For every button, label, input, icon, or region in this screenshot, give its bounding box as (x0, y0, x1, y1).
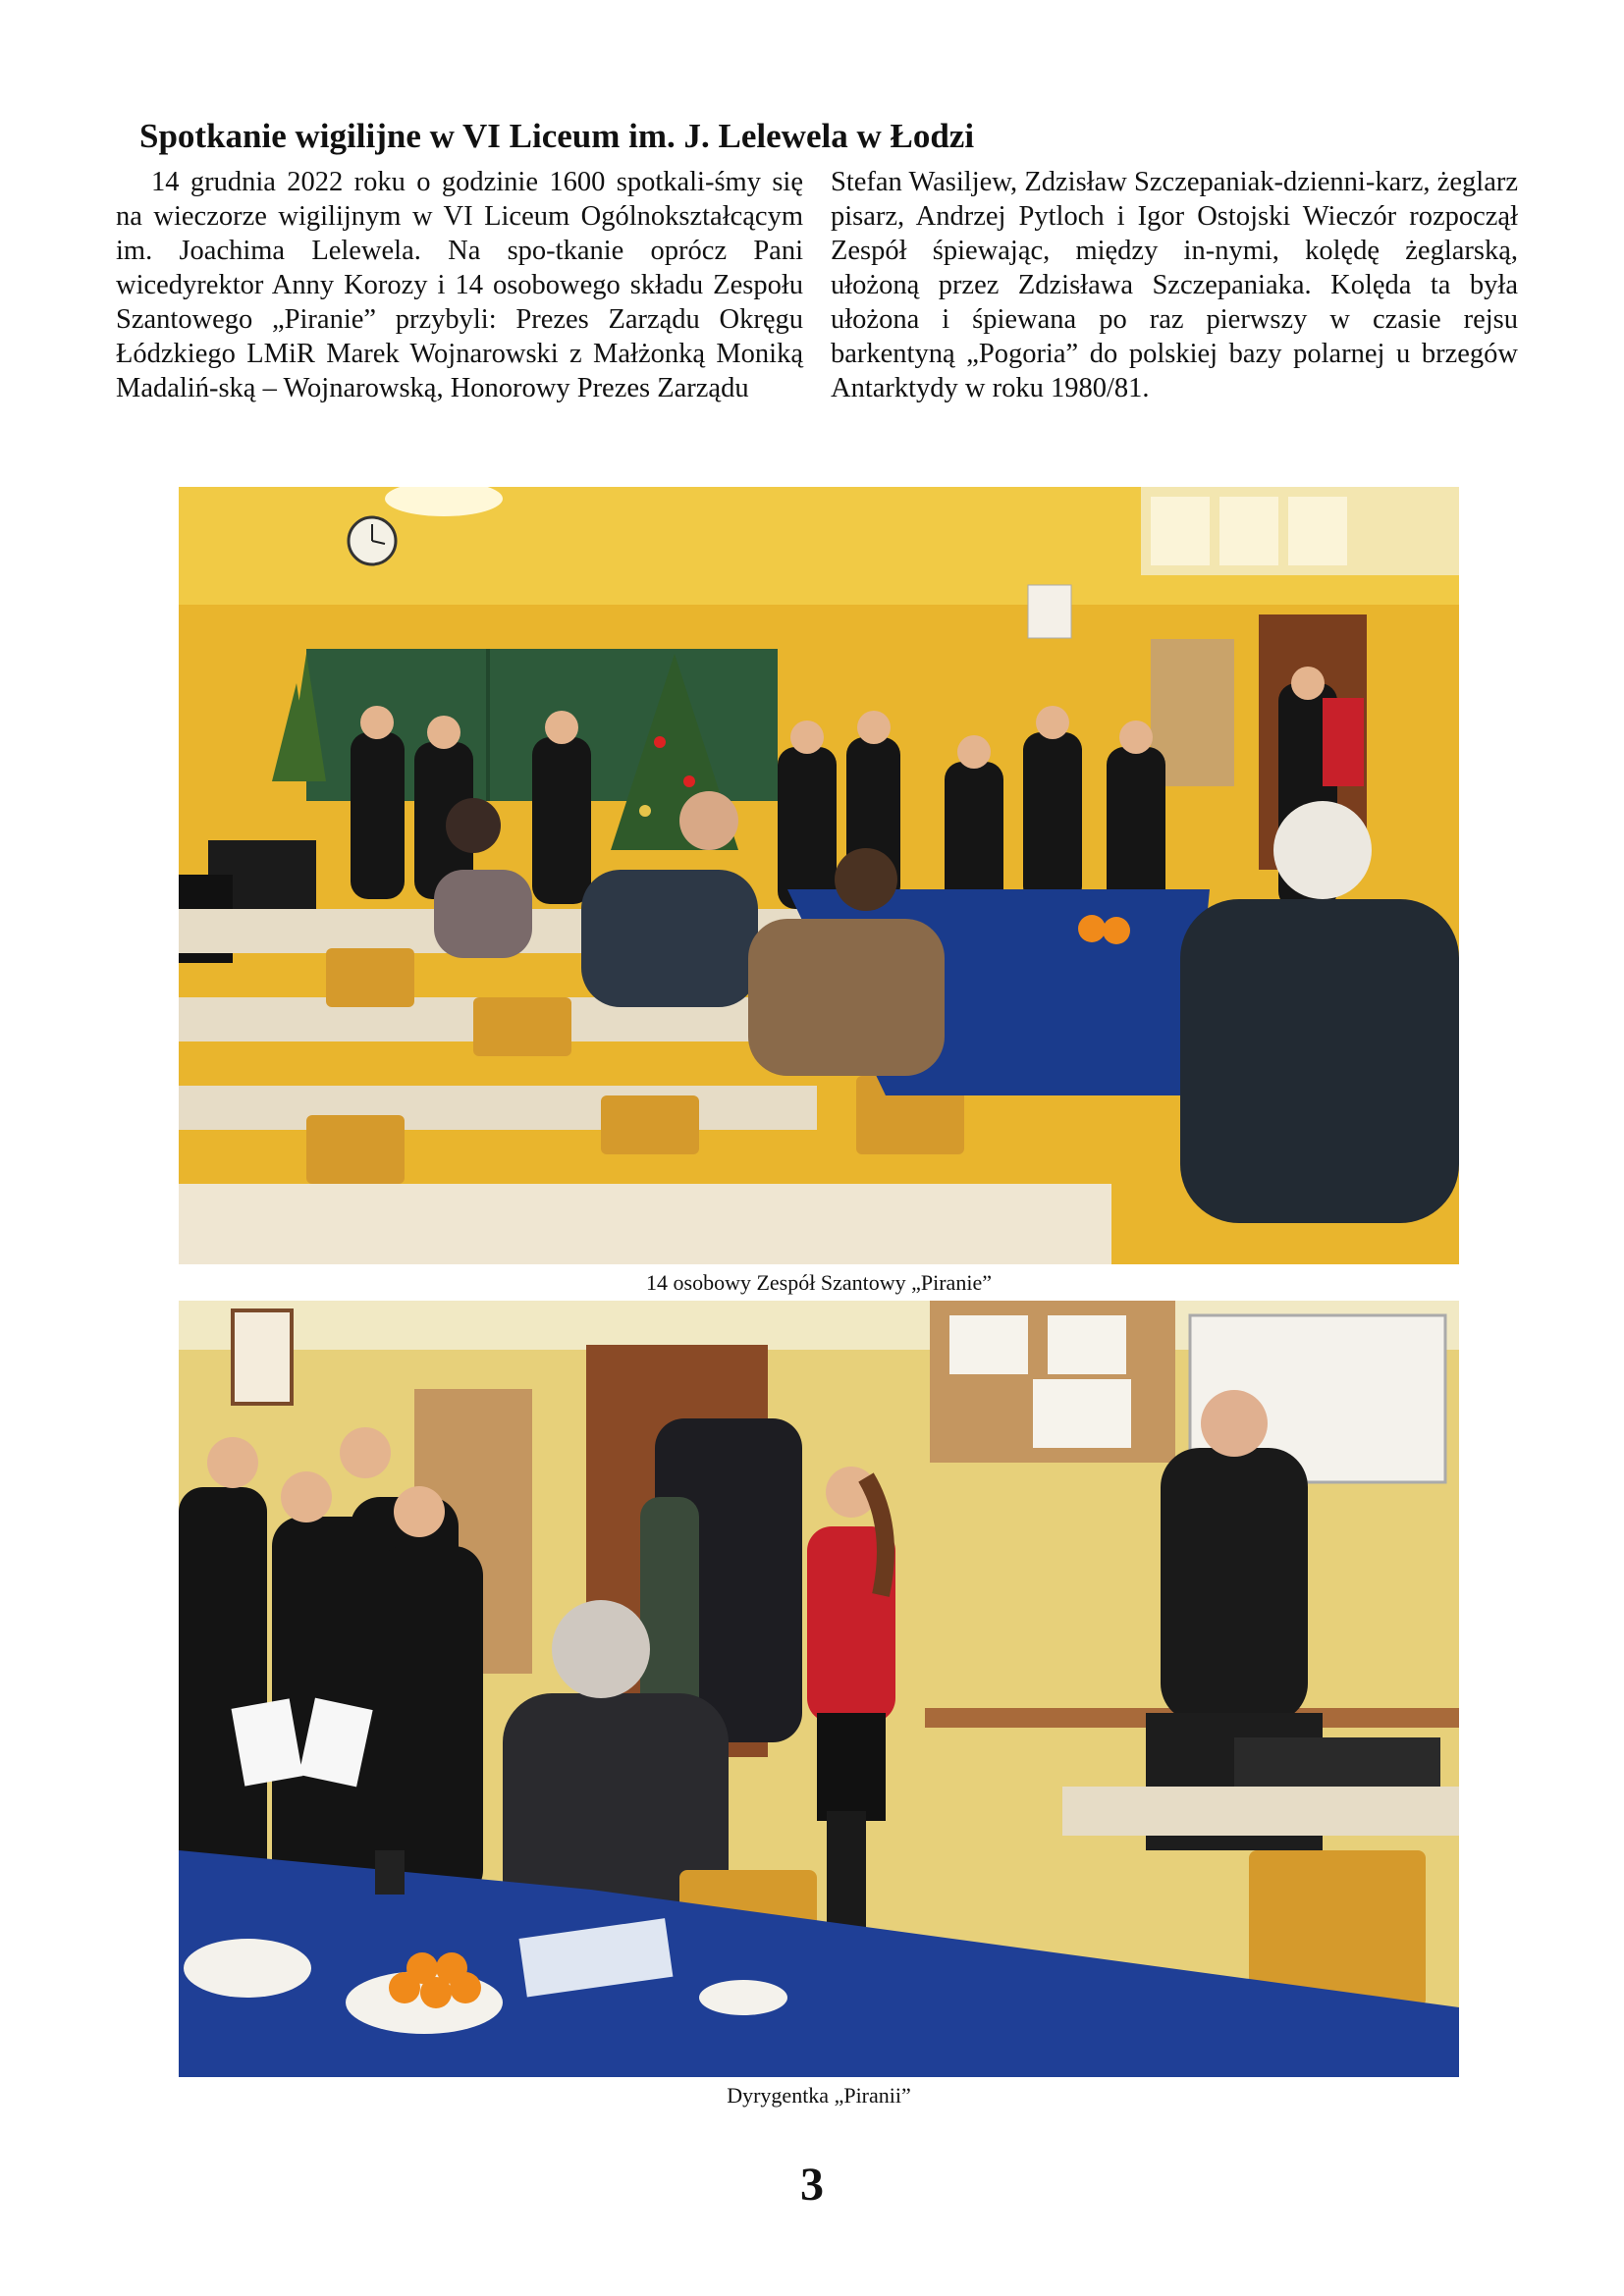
photo-caption: Dyrygentka „Piranii” (727, 2083, 911, 2108)
article-left-column: 14 grudnia 2022 roku o godzinie 1600 spotkali-śmy się na wieczorze wigilijnym w VI Liceum Ogólnokształcącym im. Joachima Lelewela. Na spo-tkanie oprócz Pani wicedyrektor Anny Korozy i 14 osobowego składu Zespołu Szantowego „Piranie” przybyli: Prezes Zarządu Okręgu Łódzkiego LMiR Marek Wojnarowski z Małżonką Moniką Madaliń-ską – Wojnarowską, Honorowy Prezes Zarządu (116, 167, 803, 403)
photo-caption: 14 osobowy Zespół Szantowy „Piranie” (646, 1270, 992, 1295)
article-title: Spotkanie wigilijne w VI Liceum im. J. Lelewela w Łodzi (139, 117, 975, 155)
article-right-column: Stefan Wasiljew, Zdzisław Szczepaniak-dzienni-karz, żeglarz pisarz, Andrzej Pytloch i Igor Ostojski Wieczór rozpoczął Zespół śpiewając, między in-nymi, kolędę żeglarską, ułożoną przez Zdzisława Szczepaniaka. Kolęda ta była ułożona i śpiewana po raz pierwszy w czasie rejsu barkentyną „Pogoria” do polskiej bazy polarnej u brzegów Antarktydy w roku 1980/81. (831, 167, 1518, 403)
photo-conductor (179, 1301, 1459, 2077)
photo-choir-classroom (179, 487, 1459, 1264)
page-number: 3 (800, 2159, 824, 2211)
